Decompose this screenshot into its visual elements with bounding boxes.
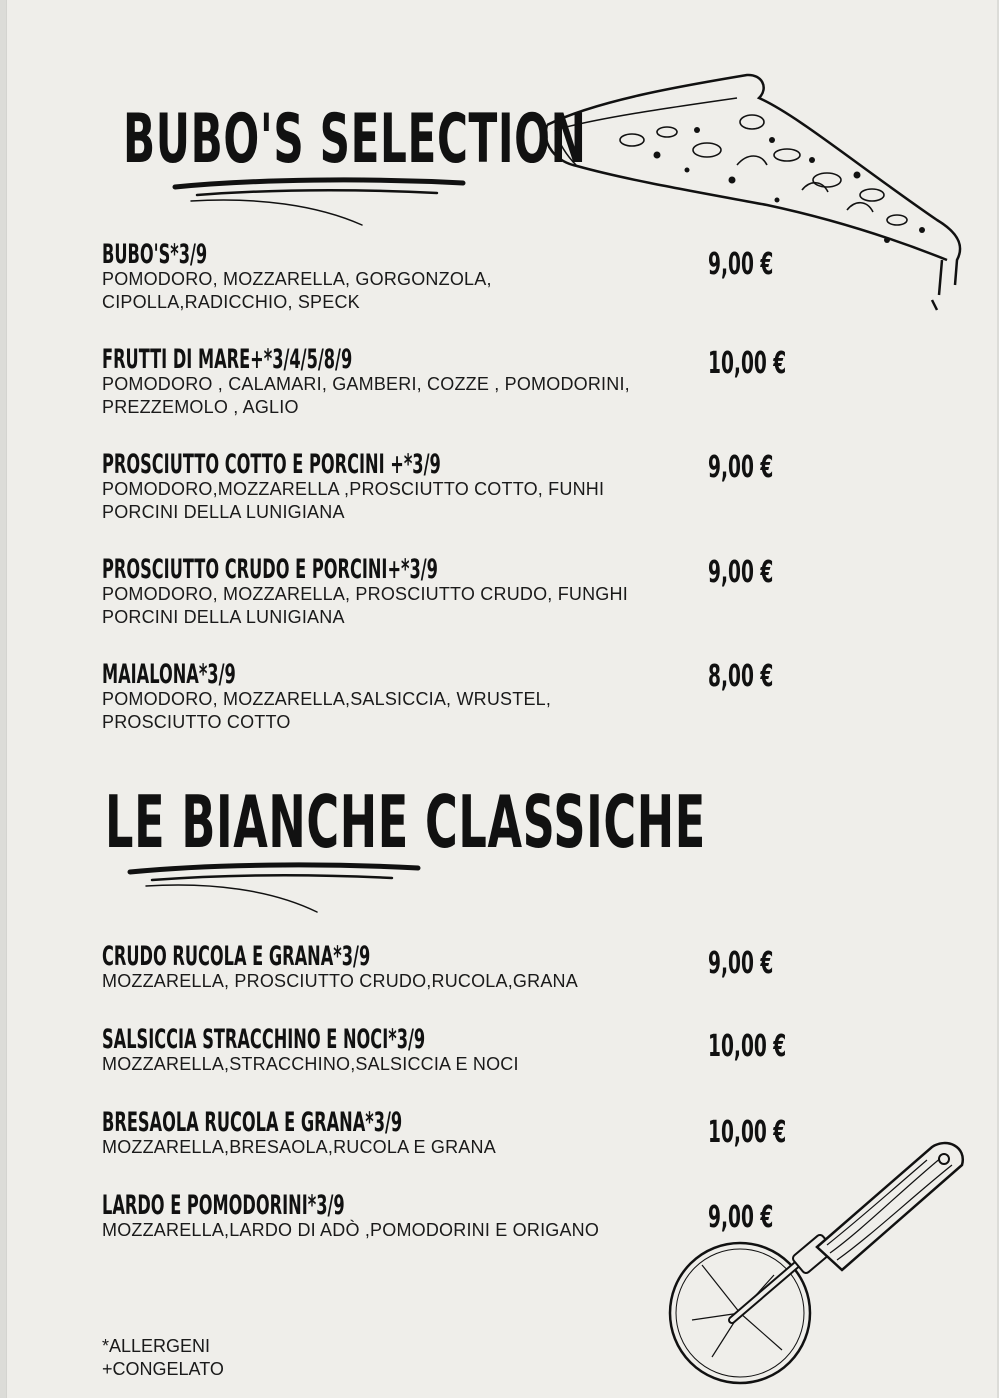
item-name: LARDO E POMODORINI*3/9 [102, 1190, 345, 1221]
section-title-bubos-selection: BUBO'S SELECTION [123, 100, 587, 179]
menu-item [102, 555, 662, 629]
menu-item [102, 345, 662, 419]
menu-page [6, 0, 997, 1398]
menu-item [102, 240, 662, 314]
item-price: 9,00 € [708, 946, 774, 981]
item-price: 9,00 € [708, 1200, 774, 1235]
menu-item [102, 1191, 662, 1242]
note-congelato: +CONGELATO [102, 1359, 224, 1379]
menu-item [102, 450, 662, 524]
item-name: BUBO'S*3/9 [102, 239, 208, 270]
section-title-le-bianche-classiche: LE BIANCHE CLASSICHE [105, 780, 706, 864]
item-price: 9,00 € [708, 450, 774, 485]
item-name: FRUTTI DI MARE+*3/4/5/8/9 [102, 344, 353, 375]
item-description: POMODORO, MOZZARELLA, GORGONZOLA, CIPOLLA,RADICCHIO, SPECK [102, 269, 492, 312]
title-underline-2 [122, 860, 432, 920]
menu-item [102, 660, 662, 734]
item-price: 9,00 € [708, 247, 774, 282]
allergen-notes [102, 1335, 224, 1381]
item-name: MAIALONA*3/9 [102, 659, 236, 690]
item-price: 10,00 € [708, 346, 787, 381]
item-name: CRUDO RUCOLA E GRANA*3/9 [102, 941, 371, 972]
item-description: MOZZARELLA,BRESAOLA,RUCOLA E GRANA [102, 1137, 496, 1157]
item-price: 10,00 € [708, 1115, 787, 1150]
item-price: 10,00 € [708, 1029, 787, 1064]
item-price: 9,00 € [708, 555, 774, 590]
menu-item [102, 1108, 662, 1159]
item-description: POMODORO, MOZZARELLA, PROSCIUTTO CRUDO, FUNGHI PORCINI DELLA LUNIGIANA [102, 584, 628, 627]
item-name: PROSCIUTTO CRUDO E PORCINI+*3/9 [102, 554, 438, 585]
item-description: MOZZARELLA,STRACCHINO,SALSICCIA E NOCI [102, 1054, 519, 1074]
item-description: POMODORO,MOZZARELLA ,PROSCIUTTO COTTO, FUNHI PORCINI DELLA LUNIGIANA [102, 479, 605, 522]
menu-item [102, 1025, 662, 1076]
item-price: 8,00 € [708, 659, 774, 694]
item-name: PROSCIUTTO COTTO E PORCINI +*3/9 [102, 449, 441, 480]
item-description: MOZZARELLA,LARDO DI ADÒ ,POMODORINI E ORIGANO [102, 1220, 600, 1240]
item-description: POMODORO , CALAMARI, GAMBERI, COZZE , POMODORINI, PREZZEMOLO , AGLIO [102, 374, 630, 417]
title-underline-1 [167, 175, 477, 235]
item-name: SALSICCIA STRACCHINO E NOCI*3/9 [102, 1024, 426, 1055]
note-allergeni: *ALLERGENI [102, 1336, 211, 1356]
menu-item [102, 942, 662, 993]
item-description: MOZZARELLA, PROSCIUTTO CRUDO,RUCOLA,GRANA [102, 971, 578, 991]
item-description: POMODORO, MOZZARELLA,SALSICCIA, WRUSTEL, PROSCIUTTO COTTO [102, 689, 552, 732]
item-name: BRESAOLA RUCOLA E GRANA*3/9 [102, 1107, 403, 1138]
pizza-cutter-icon [662, 1135, 972, 1390]
